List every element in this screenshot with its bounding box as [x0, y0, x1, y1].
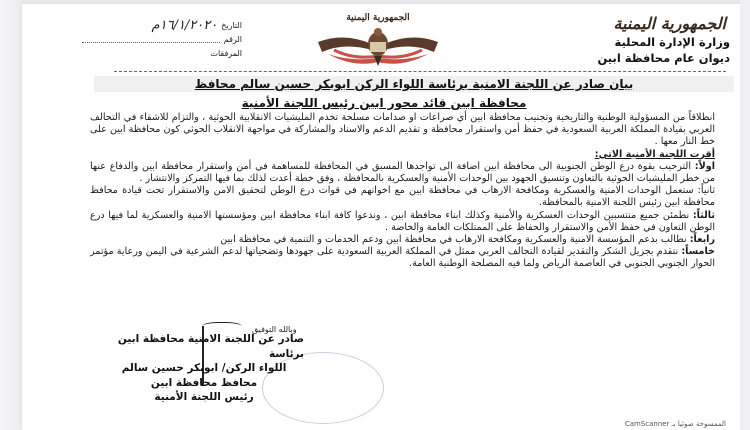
statement-title-line2: محافظة ابين قائد محور ابين رئيس اللجنة الأمنية: [241, 96, 527, 110]
number-blank: [82, 36, 220, 43]
statement-title-line1: بيان صادر عن اللجنة الامنية برئاسة اللواء الركن ابوبكر حسين سالم محافظ: [94, 76, 734, 92]
item-label: ثالثاً:: [692, 209, 715, 221]
item-label: رابعاً:: [689, 234, 715, 246]
closing-phrase: وبالله التوفيق: [252, 325, 297, 334]
number-row: [82, 32, 242, 46]
number-label: الرقم: [223, 34, 242, 44]
header-divider: [114, 71, 726, 72]
signature-block: [104, 332, 304, 405]
signature-issuer: صادر عن اللجنة الامنية محافظة ابين برئاسة: [117, 333, 304, 360]
resolution-item-2: [90, 185, 715, 209]
attachments-row: [82, 46, 242, 60]
signature-name: اللواء الركن/ ابوبكر حسين سالم: [121, 362, 287, 374]
statement-body: [90, 112, 715, 271]
item-label: اولاً:: [694, 160, 715, 172]
camscanner-watermark: الممسوحة ضوئيا بـ CamScanner: [624, 420, 726, 428]
resolution-item-4: [90, 234, 715, 246]
reference-block: [82, 18, 242, 60]
republic-name: الجمهورية اليمنية: [613, 14, 726, 33]
ministry-name: وزارة الإدارة المحلية: [614, 35, 730, 49]
item-label: ثانياً:: [697, 185, 715, 197]
attachments-label: المرفقات: [210, 48, 242, 58]
document-page: [22, 4, 740, 430]
emblem-banner: الجمهورية اليمنية: [346, 13, 410, 23]
date-row: [82, 18, 242, 32]
eagle-emblem-icon: [314, 24, 442, 68]
resolutions-subheading: أقرت اللجنة الأمنية الاتي:: [594, 148, 715, 160]
office-name: ديوان عام محافظة ابين: [597, 51, 730, 65]
yemen-emblem-logo: [314, 12, 442, 68]
letterhead-right: [490, 14, 730, 66]
resolution-item-3: [90, 210, 715, 234]
date-value: ١٦/١/٢٠٢٠م: [151, 17, 218, 33]
item-text: نطمئن جميع منتسبين الوحدات العسكرية والأمنية وكذلك ابناء محافظة ابين ، وندعوا كافة ابناء محافظة ابين ومؤسستها الامنية والعسكرية لما فيها درع الوطن التعاون في حفظ الأمن والاستقرار والحفاظ على الممتلكات العامة والخاصة .: [90, 209, 715, 233]
signature-role: رئيس اللجنة الأمنية: [154, 391, 254, 403]
resolution-item-1: [90, 161, 715, 185]
signature-title: محافظ محافظة ابين: [150, 376, 258, 389]
date-label: التاريخ: [221, 20, 242, 30]
intro-paragraph: انطلاقاً من المسؤولية الوطنية والتاريخية وتجنيب محافظة ابين أي صراعات او صدامات مسلحة تخدم المليشيات الانقلابية الحوثية ، والتزام للاشقاء في التحالف العربي بقيادة المملكة العربية السعودية في حفظ أمن واستقرار محافظة و تقديم الدعم والاسناد والمشاركة في مواجهة الانقلاب الحوثي كون محافظة ابين على خط النار معها .: [90, 112, 715, 148]
item-label: خامساً:: [681, 246, 715, 258]
viewer-left-margin: [0, 0, 22, 430]
item-text: نتقدم بجزيل الشكر والتقدير لقيادة التحالف العربي ممثل في المملكة العربية السعودية على جهودها وتضحياتها لدعم الشرعية في اليمن ورعاية مؤتمر الحوار الجنوبي الجنوبي في العاصمة الرياض ولما فيه المصلحة الوطنية العامة.: [90, 246, 715, 270]
item-text: الترحيب بقوة درع الوطن الجنوبية الى محافظة ابين اضافة الى تواجدها المسبق في المحافظة للمساهمة في أمن واستقرار محافظة ابين والدفاع عنها من خطر المليشيات الحوثية بالتعاون وتنسيق الجهود بين الوحدات الأمنية والعسكرية بالمحافظة ، وفق خطة أعدت لذلك بما فيها التمركز والانتشار .: [90, 160, 715, 185]
item-text: نطالب بدعم المؤسسة الامنية والعسكرية ومكافحة الارهاب في محافظة ابين ودعم الخدمات و التنمية في محافظة ابين: [220, 234, 687, 246]
item-text: ستعمل الوحدات الامنية والعسكرية ومكافحة الارهاب في محافظة ابين مع اخوانهم في قوات درع الوطن لتحقيق الامن والاستقرار تحت قيادة محافظ محافظة ابين رئيس اللجنة الامنية بالمحافظة.: [90, 185, 715, 209]
resolution-item-5: [90, 246, 715, 270]
viewer-right-margin: [740, 0, 750, 430]
